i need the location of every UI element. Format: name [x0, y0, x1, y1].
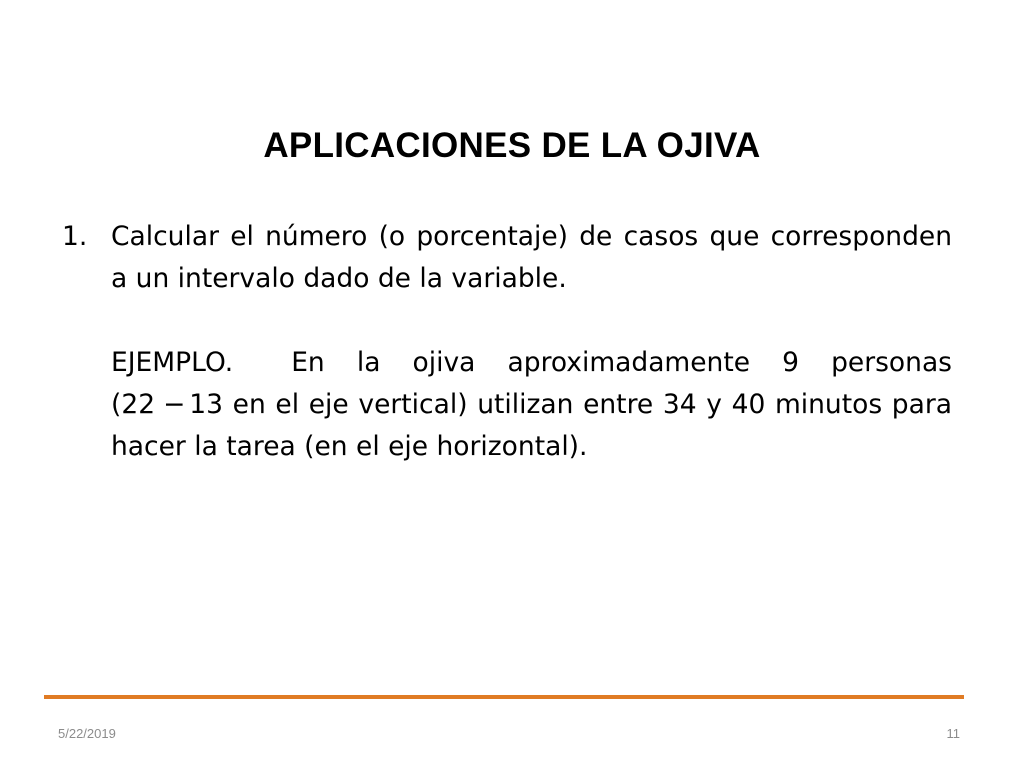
- example-text-part1: En la ojiva aproximadamente 9 personas (22: [111, 347, 952, 420]
- list-item-text: Calcular el número (o porcentaje) de casos que corresponden a un intervalo dado de la variable.: [111, 221, 952, 294]
- footer-date: 5/22/2019: [58, 726, 116, 741]
- list-item-number: 1.: [62, 221, 88, 252]
- list-item: [62, 216, 952, 468]
- numbered-list: [62, 216, 952, 468]
- footer-page-number: 11: [946, 726, 960, 741]
- example-label: EJEMPLO.: [111, 347, 234, 378]
- slide-title: APLICACIONES DE LA OJIVA: [263, 126, 761, 165]
- example-text-part2: 13 en el eje vertical) utilizan entre 34 y 40 minutos para hacer la tarea (en el eje horizontal).: [111, 389, 952, 462]
- example-paragraph: [111, 342, 952, 468]
- minus-operator: −: [163, 389, 186, 420]
- footer-divider: [44, 695, 964, 699]
